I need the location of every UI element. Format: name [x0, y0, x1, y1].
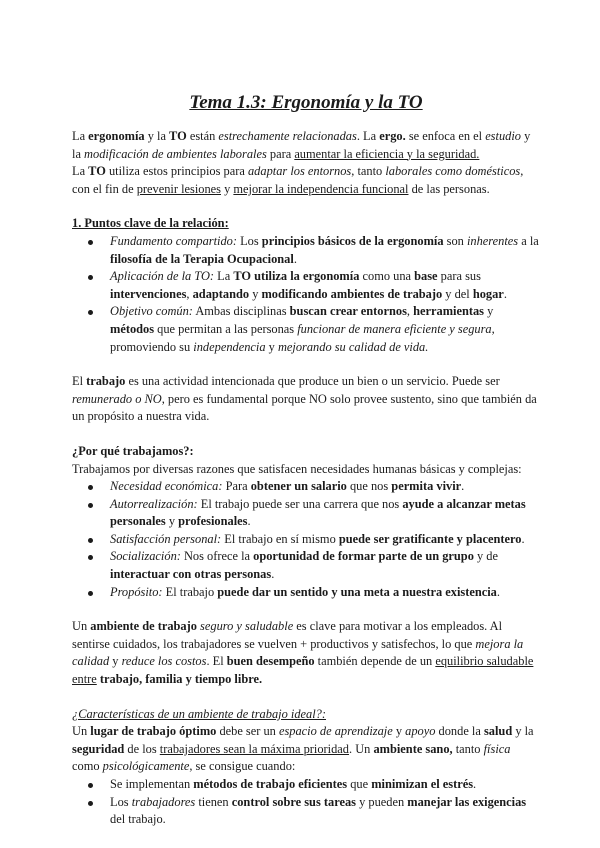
text-run: y del [442, 286, 473, 301]
text-run: equilibrio saludable entre [72, 654, 534, 687]
text-run: salud [483, 724, 513, 739]
text-run: adaptando [192, 286, 250, 301]
text-run: puede ser gratificante y placentero [338, 531, 522, 546]
text-run: y [484, 304, 494, 319]
list-item [110, 496, 540, 531]
text-run: Fundamento compartido: [110, 233, 237, 248]
text-run: están [186, 129, 219, 143]
text-run: hogar [472, 286, 504, 301]
list-item [110, 303, 540, 356]
text-run: . [473, 777, 477, 791]
text-run: para sus [437, 269, 481, 284]
text-run: que nos [346, 479, 392, 494]
text-run: espacio de aprendizaje [278, 724, 393, 739]
text-run: psicológicamente [102, 759, 190, 774]
text-run: son [443, 233, 467, 248]
text-run: como [72, 759, 103, 774]
text-run: aumentar la eficiencia y la seguridad. [294, 146, 480, 161]
text-run: Para [222, 479, 251, 494]
text-run: estrechamente relacionadas [218, 129, 357, 143]
puntos-clave-list [72, 233, 540, 356]
text-run: El trabajo puede ser una carrera que nos [197, 496, 403, 511]
list-item [110, 233, 540, 268]
text-run: La [72, 129, 89, 143]
text-run: filosofía de la Terapia Ocupacional [110, 251, 294, 266]
text-run: adaptar los entornos [247, 164, 352, 179]
text-run: TO [88, 164, 106, 179]
text-run: . [521, 531, 525, 546]
trabajo-paragraph [72, 373, 540, 426]
text-run: ergonomía [88, 129, 145, 143]
text-run: ambiente sano, [373, 741, 453, 756]
text-run: y pueden [356, 794, 408, 809]
text-run: minimizan el estrés [371, 777, 474, 791]
condiciones-list [72, 776, 540, 829]
list-item [110, 794, 540, 829]
text-run: lugar de trabajo óptimo [90, 724, 217, 739]
razones-list [72, 478, 540, 601]
text-run: es clave para motivar a los empleados. Al sentirse cuidados, los trabajadores se vuelven + productivos y satisfechos, lo que [72, 619, 503, 651]
text-run: puede dar un sentido y una meta a nuestra existencia [217, 584, 497, 599]
text-run: profesionales [178, 514, 248, 529]
text-run: base [414, 269, 438, 284]
text-run: mejorar la independencia funcional [233, 181, 409, 196]
text-run: y [165, 514, 179, 529]
text-run: seguridad [72, 741, 125, 756]
text-run: y la [72, 129, 531, 161]
text-run: interactuar con otras personas [110, 567, 272, 582]
text-run: como una [359, 269, 415, 284]
text-run: y la [512, 724, 534, 739]
text-run: La [72, 164, 89, 179]
text-run: Autorrealización: [110, 496, 198, 511]
text-run: y [249, 286, 262, 301]
text-run: seguro y saludable [200, 619, 294, 634]
section-heading-ambiente-ideal: ¿Características de un ambiente de trabajo ideal?: [72, 706, 326, 721]
text-run: Los [110, 794, 132, 809]
text-run: que [347, 777, 372, 791]
text-run: Los [237, 233, 262, 248]
text-run: intervenciones [110, 286, 187, 301]
text-run: y [109, 654, 122, 669]
text-run: Propósito: [110, 584, 163, 599]
text-run: , tanto [351, 164, 386, 179]
text-run: trabajadores sean la máxima prioridad [159, 741, 350, 756]
text-run: de los [124, 741, 160, 756]
text-run: Ambas disciplinas [192, 304, 290, 319]
text-run: . [247, 514, 251, 529]
text-run: a la [518, 233, 539, 248]
text-run: se enfoca en el [405, 129, 486, 143]
text-run: inherentes [466, 233, 519, 248]
text-run: Aplicación de la TO: [110, 269, 215, 284]
text-run: donde la [435, 724, 484, 739]
text-run: , con el fin de [72, 164, 524, 196]
text-run: . [293, 251, 297, 266]
text-run: El [72, 374, 87, 389]
intro-paragraph-1 [72, 128, 540, 163]
text-run: Un [72, 619, 91, 634]
text-run: La [214, 269, 234, 284]
text-run: estudio [485, 129, 521, 143]
text-run: Se implementan [110, 777, 194, 791]
text-run: reduce los costos [121, 654, 207, 669]
text-run: también depende de un [314, 654, 436, 669]
text-run: que permitan a las personas [154, 321, 298, 336]
text-run: permita vivir [391, 479, 462, 494]
text-run: métodos de trabajo eficientes [193, 777, 348, 791]
list-item [110, 584, 540, 602]
text-run: . [271, 567, 275, 582]
text-run: mejorando su calidad de vida. [277, 339, 429, 354]
text-run: buen desempeño [226, 654, 315, 669]
text-run: . [496, 584, 500, 599]
page-title: Tema 1.3: Ergonomía y la TO [189, 92, 423, 113]
text-run: principios básicos de la ergonomía [261, 233, 444, 248]
text-run: y [392, 724, 406, 739]
text-run: . Un [349, 741, 374, 756]
text-run: obtener un salario [250, 479, 347, 494]
ambiente-ideal-intro [72, 723, 540, 776]
text-run: Objetivo común: [110, 304, 193, 319]
text-run: tienen [195, 794, 232, 809]
list-item [110, 776, 540, 794]
text-run: prevenir lesiones [136, 181, 221, 196]
text-run: buscan crear entornos [289, 304, 407, 319]
text-run: remunerado o NO [72, 391, 162, 406]
text-run: TO utiliza la ergonomía [233, 269, 360, 284]
text-run: . La [356, 129, 380, 143]
text-run: herramientas [413, 304, 485, 319]
text-run: ayude a alcanzar metas personales [110, 496, 526, 529]
text-run: utiliza estos principios para [105, 164, 248, 179]
section-heading-puntos-clave: 1. Puntos clave de la relación: [72, 216, 229, 231]
text-run: laborales como domésticos [385, 164, 521, 179]
intro-paragraph-2 [72, 163, 540, 198]
text-run: Necesidad económica: [110, 479, 223, 494]
text-run: modificación de ambientes laborales [84, 146, 267, 161]
text-run: física [483, 741, 511, 756]
text-run: mejora la calidad [72, 636, 524, 669]
ambiente-paragraph [72, 618, 540, 688]
text-run: trabajo, familia y tiempo libre. [99, 672, 263, 687]
list-item [110, 531, 540, 549]
text-run: El trabajo [162, 584, 218, 599]
text-run: oportunidad de formar parte de un grupo [253, 549, 474, 564]
text-run: , [406, 304, 414, 319]
text-run: métodos [110, 321, 155, 336]
text-run: y [265, 339, 278, 354]
text-run: Satisfacción personal: [110, 531, 222, 546]
text-run: apoyo [405, 724, 436, 739]
text-run: tanto [452, 741, 484, 756]
text-run: Nos ofrece la [180, 549, 254, 564]
text-run: trabajadores [131, 794, 196, 809]
text-run: de las personas. [408, 181, 490, 196]
list-item [110, 478, 540, 496]
text-run: Un [72, 724, 91, 739]
text-run: manejar las exigencias [407, 794, 527, 809]
text-run: y [220, 181, 234, 196]
text-run: es una actividad intencionada que produce un bien o un servicio. Puede ser [125, 374, 500, 389]
text-run: El trabajo en sí mismo [221, 531, 339, 546]
text-run: ambiente de trabajo [90, 619, 197, 634]
text-run: ergo. [379, 129, 406, 143]
text-run: y de [473, 549, 498, 564]
text-run: y la [144, 129, 170, 143]
text-run: , pero es fundamental porque NO solo provee sustento, sino que también da un propósito a nuestra vida. [72, 391, 537, 424]
por-que-intro: Trabajamos por diversas razones que satisfacen necesidades humanas básicas y complejas: [72, 461, 522, 476]
text-run: para [266, 146, 295, 161]
text-run: funcionar de manera eficiente y segura, [297, 321, 495, 336]
text-run: . [461, 479, 465, 494]
text-run: control sobre sus tareas [231, 794, 356, 809]
text-run: . [503, 286, 507, 301]
text-run: independencia [193, 339, 266, 354]
text-run: Socialización: [110, 549, 181, 564]
text-run: . El [206, 654, 227, 669]
text-run: , se consigue cuando: [189, 759, 296, 774]
text-run: del trabajo. [110, 812, 166, 827]
text-run: debe ser un [216, 724, 279, 739]
text-run: , [186, 286, 193, 301]
list-item [110, 548, 540, 583]
text-run: trabajo [86, 374, 126, 389]
text-run: TO [169, 129, 187, 143]
section-heading-por-que-trabajamos: ¿Por qué trabajamos?: [72, 443, 194, 458]
list-item [110, 268, 540, 303]
text-run: promoviendo su [110, 339, 194, 354]
text-run: modificando ambientes de trabajo [261, 286, 443, 301]
